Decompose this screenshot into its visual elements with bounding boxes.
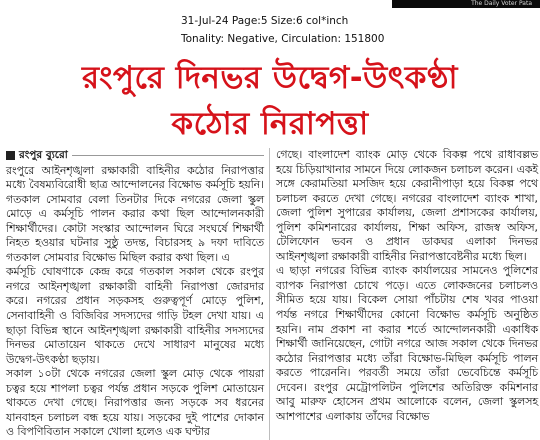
headline-line-2: কঠোর নিরাপত্তা xyxy=(171,106,369,142)
publication-name: The Daily Voter Pata xyxy=(471,0,532,7)
article-paragraph: সকাল ১০টা থেকে নগরের জেলা স্কুল মোড় থেকে পায়রা চত্বর হয়ে শাপলা চত্বর পর্যন্ত প্রধান সড়কে পুলিশ মোতায়েন থাকতে দেখা গেছে। নিরাপত্তার জন্য সড়কে সব ধরনের যানবাহন চলাচল বন্ধ হয়ে যায়। সড়কের দুই পাশের দোকান ও বিপণিবিতান সকালে খোলা হলেও এক ঘণ্টার xyxy=(6,367,264,439)
article-column-right xyxy=(276,148,538,424)
byline-text: রংপুর ব্যুরো xyxy=(19,149,68,161)
column-divider xyxy=(269,148,270,440)
masthead-strip xyxy=(392,0,540,8)
headline-line-1: রংপুরে দিনভর উদ্বেগ-উৎকণ্ঠা xyxy=(82,60,458,96)
article-paragraph: কর্মসূচি ঘোষণাকে কেন্দ্র করে গতকাল সকাল থেকে রংপুর নগরে আইনশৃঙ্খলা রক্ষাকারী বাহিনী নিরাপত্তা জোরদার করে। নগরের প্রধান সড়কসহ গুরুত্বপূর্ণ মোড়ে পুলিশ, সেনাবাহিনী ও বিজিবির সদস্যদের গাড়ি টহল দেখা যায়। এ ছাড়া বিভিন্ন স্থানে আইনশৃঙ্খলা রক্ষাকারী বাহিনীর সদস্যদের দিনভর মোতায়েন থাকতে দেখে সাধারণ মানুষের মধ্যে উদ্বেগ-উৎকণ্ঠা ছড়ায়। xyxy=(6,265,264,366)
byline-square-icon xyxy=(6,151,15,160)
clip-header xyxy=(0,0,540,58)
clip-meta-tonality-circulation: Tonality: Negative, Circulation: 151800 xyxy=(181,33,385,45)
article-column-left xyxy=(6,148,264,440)
article-paragraph: গেছে। বাংলাদেশ ব্যাংক মোড় থেকে বিকল্প পথে রাধাবল্লভ হয়ে চিড়িয়াখানার সামনে দিয়ে লোকজন চলাচল করেন। একই সঙ্গে কেরামতিয়া মসজিদ হয়ে কেরানীপাড়া হয়ে বিকল্প পথে চলাচল করতে দেখা গেছে। নগরের বাংলাদেশ ব্যাংক শাখা, জেলা পুলিশ সুপারের কার্যালয়, জেলা প্রশাসকের কার্যালয়, পুলিশ কমিশনারের কার্যালয়, শিক্ষা অফিস, রাজস্ব অফিস, টেলিফোন ভবন ও প্রধান ডাকঘর এলাকা দিনভর আইনশৃঙ্খলা রক্ষাকারী বাহিনীর নিরাপত্তাবেষ্টনীর মধ্যে ছিল। xyxy=(276,148,538,263)
byline xyxy=(6,148,264,163)
clip-meta-date-page: 31-Jul-24 Page:5 Size:6 col*inch xyxy=(181,15,349,27)
article-paragraph: রংপুরে আইনশৃঙ্খলা রক্ষাকারী বাহিনীর কঠোর নিরাপত্তার মধ্যে বৈষম্যবিরোধী ছাত্র আন্দোলনের বিক্ষোভ কর্মসূচি হয়নি। গতকাল সোমবার বেলা তিনটার দিকে নগরের জেলা স্কুল মোড়ে এ কর্মসূচি পালন করার কথা ছিল আন্দোলনকারী শিক্ষার্থীদের। কোটা সংস্কার আন্দোলন ঘিরে সংঘর্ষে শিক্ষার্থী নিহত হওয়ার ঘটনার সুষ্ঠু তদন্ত, বিচারসহ ৯ দফা দাবিতে গতকাল সোমবার বিক্ষোভ মিছিল করার কথা ছিল। এ xyxy=(6,163,264,264)
byline-rule xyxy=(72,155,264,156)
article-paragraph: এ ছাড়া নগরের বিভিন্ন ব্যাংক কার্যালয়ের সামনেও পুলিশের ব্যাপক নিরাপত্তা চোখে পড়ে। এতে লোকজনের চলাচলও সীমিত হয়ে যায়। বিকেল সোয়া পাঁচটায় শেষ খবর পাওয়া পর্যন্ত নগরে শিক্ষার্থীদের কোনো বিক্ষোভ কর্মসূচি অনুষ্ঠিত হয়নি। নাম প্রকাশ না করার শর্তে আন্দোলনকারী একাধিক শিক্ষার্থী জানিয়েছেন, গোটা নগরে আজ সকাল থেকে দিনভর কঠোর নিরাপত্তার মধ্যে তাঁরা বিক্ষোভ-মিছিল কর্মসূচি পালন করতে পারেননি। পরবর্তী সময়ে তাঁরা ভেবেচিন্তে কর্মসূচি দেবেন। রংপুর মেট্রোপলিটন পুলিশের অতিরিক্ত কমিশনার আবু মারুফ হোসেন প্রথম আলোকে বলেন, জেলা স্কুলসহ আশপাশের এলাকায় তাঁদের বিক্ষোভ xyxy=(276,264,538,423)
